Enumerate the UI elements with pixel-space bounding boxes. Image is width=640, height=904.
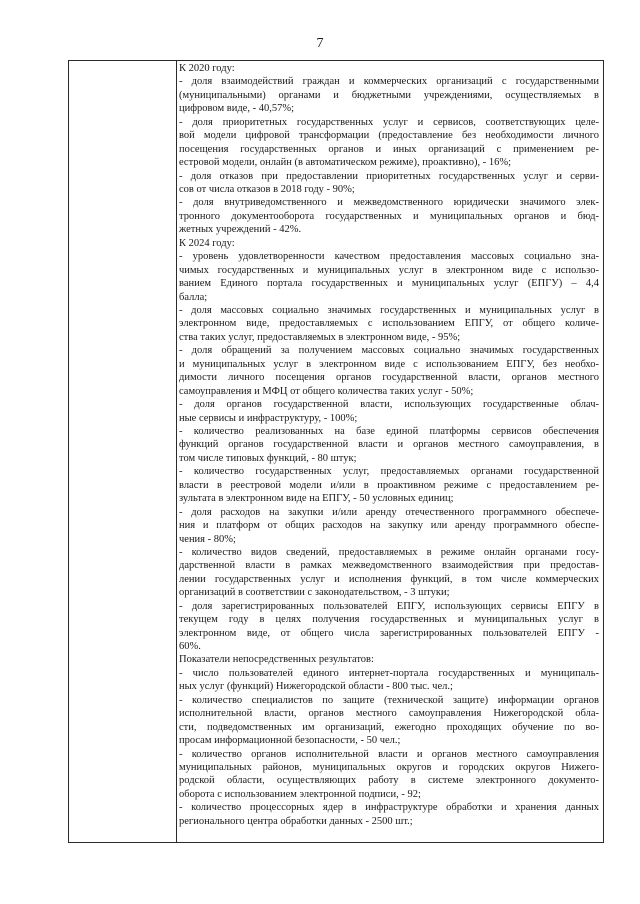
- text-line: том числе типовых функций, - 80 штук;: [179, 452, 357, 464]
- text-line: функций органов государственной власти и органов местного самоуправления, в: [179, 439, 599, 451]
- table-cell-left: [69, 61, 176, 842]
- text-line: 60%.: [179, 641, 201, 653]
- text-line: посещения государственных органов и иных организаций с применением ре-: [179, 143, 599, 155]
- text-line: ных услуг (функций) Нижегородской области - 800 тыс. чел.;: [179, 681, 453, 693]
- text-line: - доля взаимодействий граждан и коммерческих организаций с государственными: [179, 76, 599, 88]
- text-line: К 2020 году:: [179, 63, 235, 74]
- text-line: - число пользователей единого интернет-портала государственных и муниципаль-: [179, 667, 599, 679]
- text-line: - доля обращений за получением массовых социально значимых государственных: [179, 345, 599, 357]
- text-line: и муниципальных услуг в электронном виде с использованием ЕПГУ, без необхо-: [179, 358, 599, 370]
- text-line: самоуправления и МФЦ от общего количества таких услуг - 50%;: [179, 385, 474, 397]
- text-line: К 2024 году:: [179, 237, 235, 249]
- text-line: чения - 80%;: [179, 533, 236, 545]
- text-line: лении государственных услуг и исполнения функций, в том числе коммерческих: [179, 573, 599, 585]
- text-line: - доля зарегистрированных пользователей ЕПГУ, использующих сервисы ЕПГУ в: [179, 600, 599, 612]
- text-line: - доля органов государственной власти, использующих государственные облач-: [179, 399, 599, 411]
- text-line: ные сервисы и инфраструктуру, - 100%;: [179, 412, 358, 424]
- text-line: электронном виде, предоставляемых с использованием ЕПГУ, от общего количе-: [179, 318, 599, 330]
- text-line: - доля внутриведомственного и межведомственного юридически значимого элек-: [179, 197, 599, 209]
- text-line: текущем году в целях получения государственных и муниципальных услуг в: [179, 614, 599, 626]
- text-line: просам информационной безопасности, - 50 чел.;: [179, 735, 401, 747]
- text-line: Показатели непосредственных результатов:: [179, 654, 374, 666]
- text-line: - количество органов исполнительной власти и органов местного самоуправления: [179, 748, 599, 760]
- text-line: цифровом виде, - 40,57%;: [179, 103, 294, 115]
- text-line: организаций в соответствии с законодательством, - 3 штуки;: [179, 587, 450, 599]
- text-line: тронного документооборота государственных и муниципальных органов и бюд-: [179, 210, 599, 222]
- text-line: - доля расходов на закупки и/или аренду отечественного программного обеспече-: [179, 506, 599, 518]
- text-line: ства таких услуг, предоставляемых в электронном виде, - 95%;: [179, 331, 461, 343]
- text-line: родской области, осуществляющих работу в системе электронного документо-: [179, 775, 599, 787]
- text-line: - количество видов сведений, предоставляемых в режиме онлайн органами госу-: [179, 546, 599, 558]
- text-line: зультата в электронном виде на ЕПГУ, - 50 условных единиц;: [179, 493, 454, 505]
- text-line: жетных учреждений - 42%.: [179, 224, 302, 236]
- text-line: балла;: [179, 291, 208, 303]
- text-line: - уровень удовлетворенности качеством предоставления массовых социально зна-: [179, 251, 599, 263]
- text-line: естровой модели, онлайн (в автоматическом режиме), проактивно), - 16%;: [179, 157, 512, 169]
- text-line: - количество государственных услуг, предоставляемых органами государственной: [179, 466, 599, 478]
- text-line: димости личного посещения органов государственной власти, органов местного: [179, 372, 599, 384]
- text-line: сов от числа отказов в 2018 году - 90%;: [179, 183, 355, 195]
- text-line: - доля приоритетных государственных услуг и сервисов, соответствующих целе-: [179, 116, 599, 128]
- text-line: исполнительной власти, органов местного самоуправления Нижегородской обла-: [179, 708, 599, 720]
- text-line: - доля отказов при предоставлении приоритетных государственных услуг и серви-: [179, 170, 599, 182]
- text-line: ванием Единого портала государственных и муниципальных услуг (ЕПГУ) – 4,4: [179, 278, 599, 290]
- text-line: сти, подведомственных им организаций, ежегодно проходящих обучение по во-: [179, 721, 599, 733]
- document-table: [68, 60, 604, 843]
- table-cell-right: [179, 62, 599, 828]
- column-divider: [176, 61, 177, 842]
- text-line: - количество специалистов по защите (технической защите) информации органов: [179, 694, 599, 706]
- page-number: 7: [316, 36, 324, 51]
- text-line: дарственной власти в рамках межведомственного взаимодействия при предостав-: [179, 560, 599, 572]
- text-line: - количество процессорных ядер в инфраструктуре обработки и хранения данных: [179, 802, 599, 814]
- text-line: электронном виде, от общего числа зарегистрированных пользователей ЕПГУ -: [179, 627, 599, 639]
- text-line: - доля массовых социально значимых государственных и муниципальных услуг в: [179, 304, 599, 316]
- text-line: чимых государственных и муниципальных услуг в электронном виде с использо-: [179, 264, 599, 276]
- text-line: вой модели цифровой трансформации (предоставление без необходимости личного: [179, 130, 599, 142]
- text-line: ния и платформ от общих расходов на закупку или аренду программного обеспе-: [179, 520, 599, 532]
- text-line: регионального центра обработки данных - 2500 шт.;: [179, 815, 413, 827]
- text-line: - количество реализованных на базе единой платформы сервисов обеспечения: [179, 425, 599, 437]
- text-line: оборота с использованием электронной подписи, - 92;: [179, 788, 421, 800]
- text-line: власти в реестровой модели и/или в проактивном режиме с предоставлением ре-: [179, 479, 599, 491]
- text-line: (муниципальными) органами и бюджетными учреждениями, осуществляемых в: [179, 89, 599, 101]
- text-line: муниципальных районов, муниципальных округов и городских округов Нижего-: [179, 762, 599, 774]
